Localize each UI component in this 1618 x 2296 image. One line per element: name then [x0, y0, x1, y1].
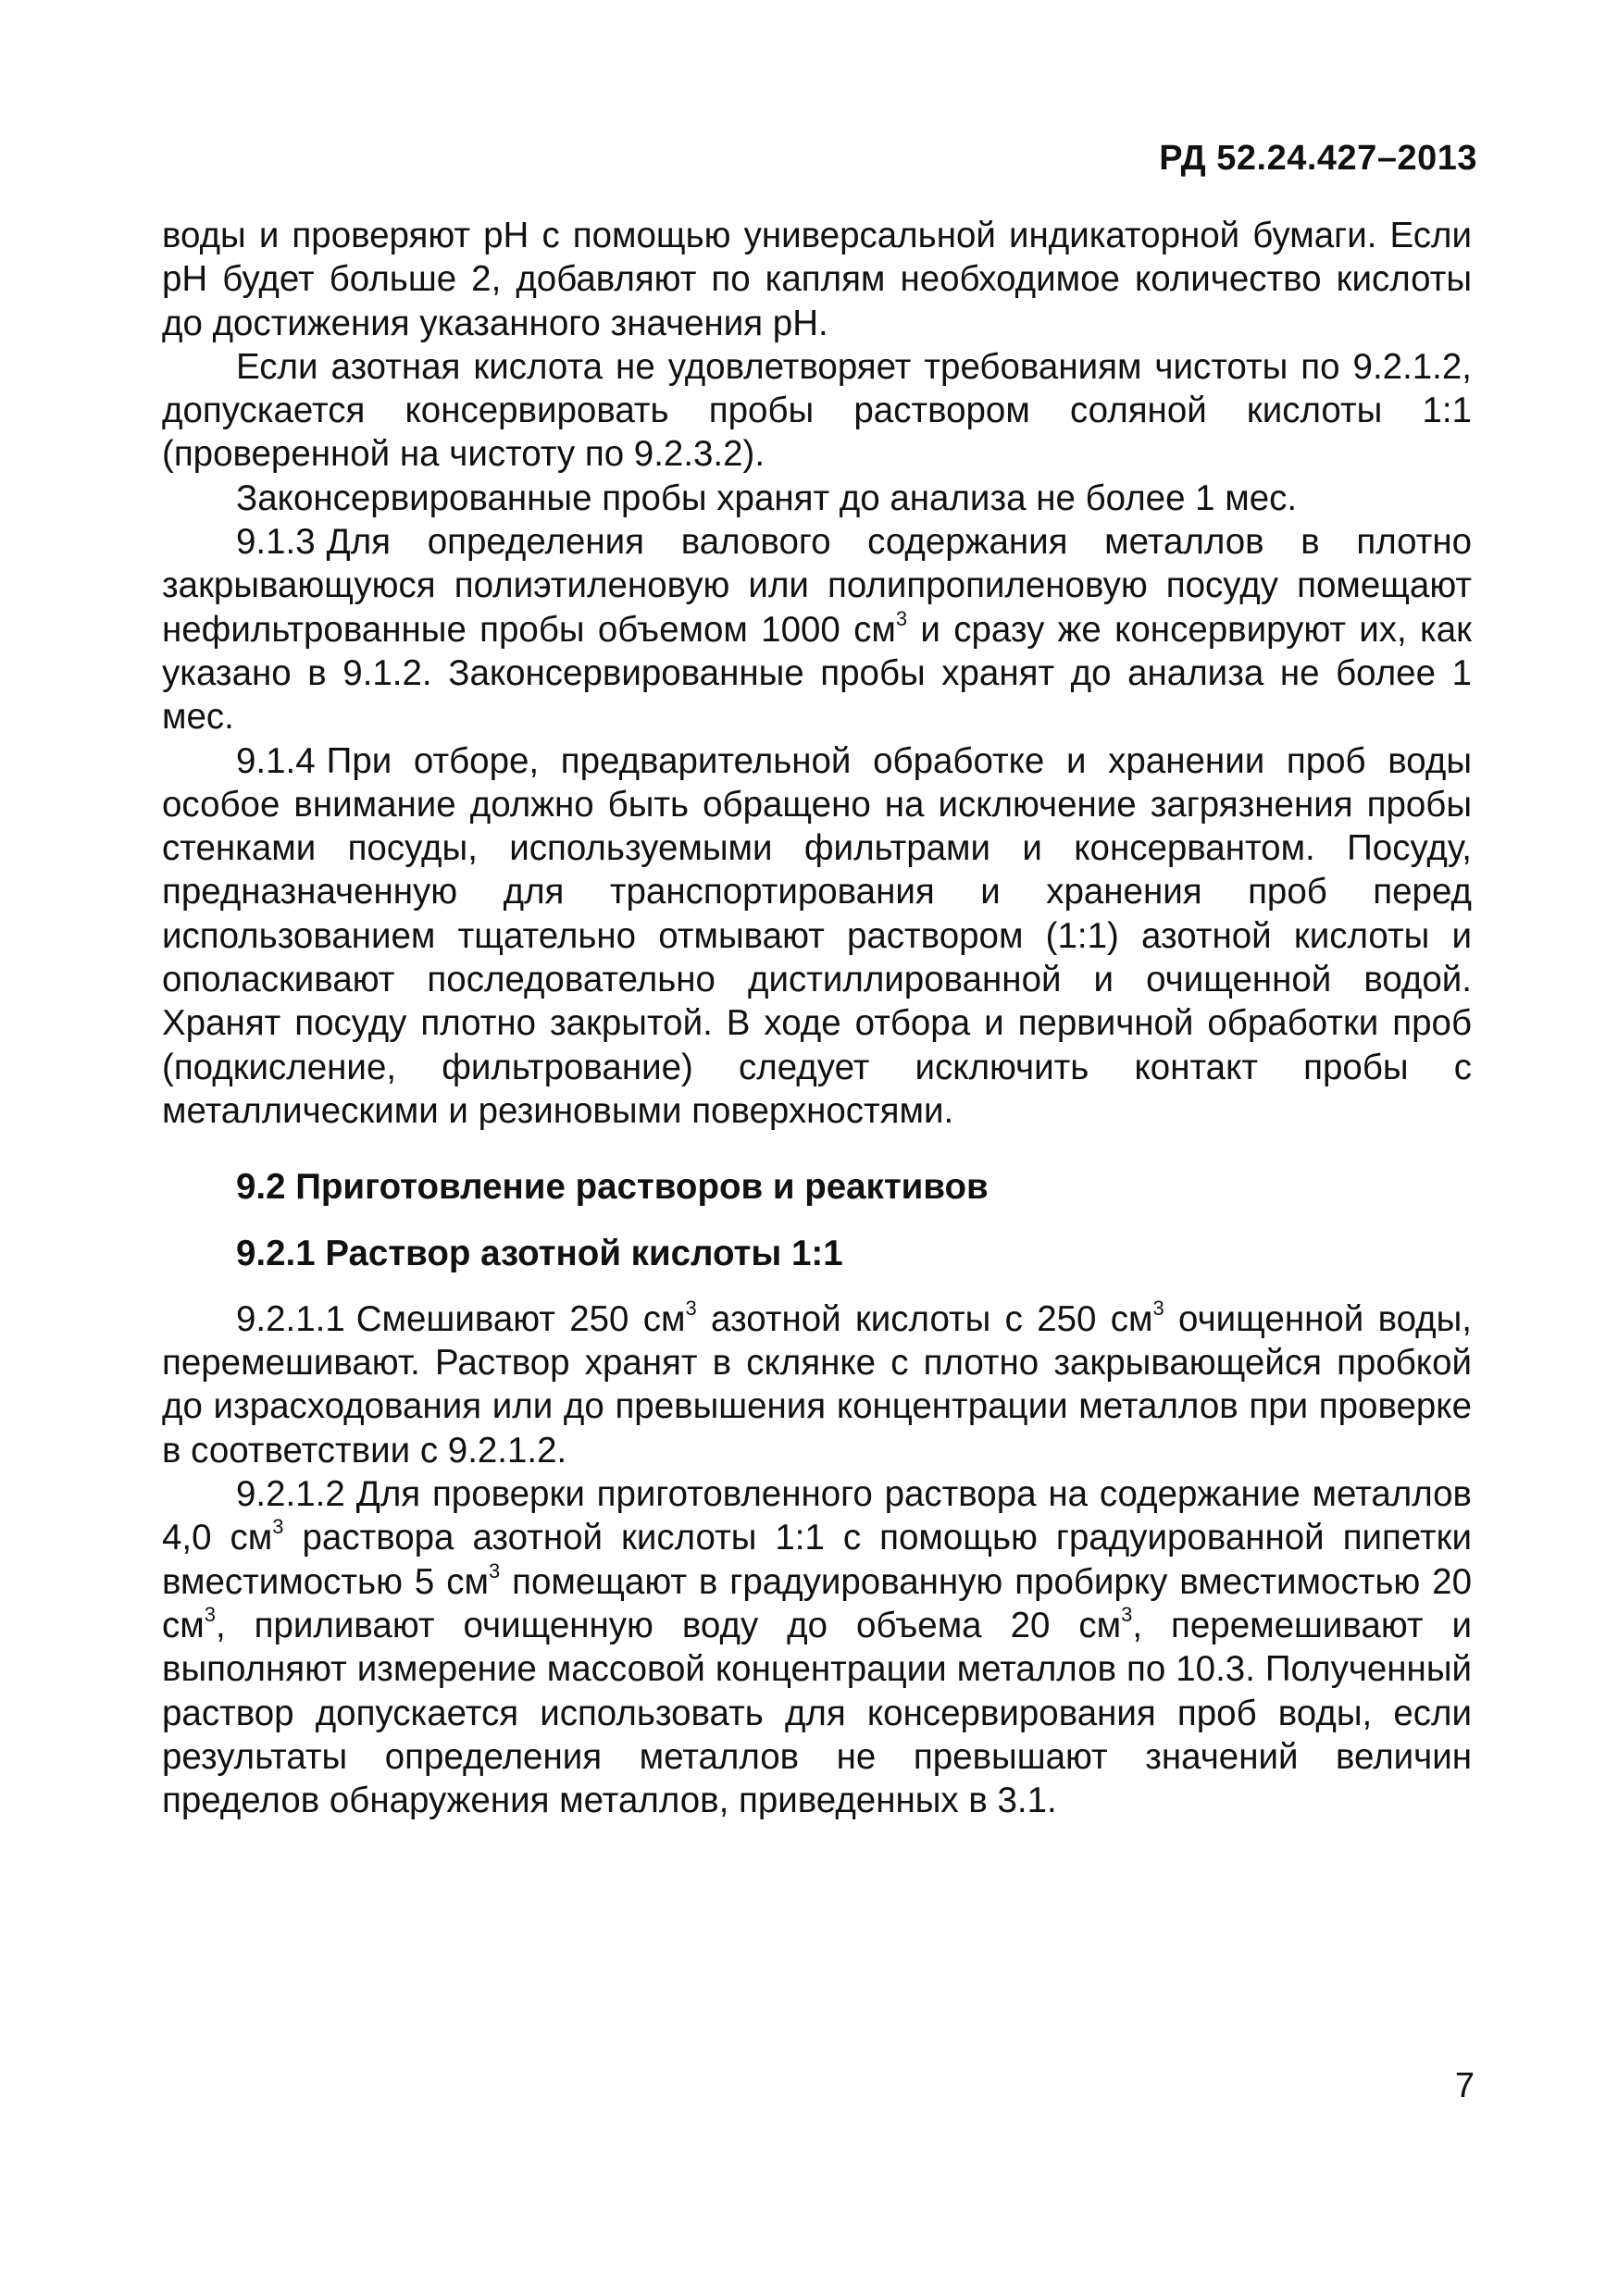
superscript: 3 — [1152, 1296, 1164, 1320]
paragraph-text: азотной кислоты с 250 см — [696, 1298, 1153, 1339]
paragraph-9-2-1-2 — [162, 1472, 1472, 1822]
subsection-heading-9-2-1: 9.2.1 Раствор азотной кислоты 1:1 — [236, 1233, 843, 1273]
superscript: 3 — [272, 1515, 284, 1539]
paragraph-text: раствора азотной кислоты 1:1 с помощью градуированной пипетки вместимостью 5 см — [162, 1518, 1473, 1602]
paragraph-storage-term: Законсервированные пробы хранят до анализа не более 1 мес. — [236, 478, 1298, 518]
paragraph-9-1-3 — [162, 520, 1472, 738]
paragraph-text: помещают в градуированную пробирку вместимостью 20 см — [162, 1561, 1472, 1645]
paragraph-text: , перемешивают и выполняют измерение массовой концентрации металлов по 10.3. Полученный раствор допускается использовать для консервирования проб воды, если результаты определения металлов не превышают значений величин пределов обнаружения металлов, приведенных в 3.1. — [162, 1605, 1472, 1821]
superscript: 3 — [685, 1296, 697, 1320]
paragraph-ph-check: воды и проверяют pH с помощью универсальной индикаторной бумаги. Если pH будет больше 2, добавляют по каплям необходимое количество кислоты до достижения указанного значения pH. — [162, 216, 1472, 343]
paragraph-text: очищенной воды, перемешивают. Раствор хранят в склянке с плотно закрывающейся пробкой до израсходования или до превышения концентрации металлов при проверке в соответствии с 9.2.1.2. — [162, 1298, 1472, 1471]
document-code: РД 52.24.427–2013 — [1159, 139, 1477, 178]
clause-number: 9.2.1.1 — [236, 1298, 345, 1339]
superscript: 3 — [488, 1558, 501, 1582]
clause-number: 9.1.4 — [236, 740, 316, 781]
paragraph-text: Для определения валового содержания металлов в плотно закрывающуюся полиэтиленовую или полипропиленовую посуду помещают нефильтрованные пробы объемом 1000 см — [162, 522, 1472, 650]
paragraph-text: и сразу же консервируют их, как указано в 9.1.2. Законсервированные пробы хранят до анализа не более 1 мес. — [162, 609, 1472, 738]
section-heading-9-2: 9.2 Приготовление растворов и реактивов — [236, 1167, 989, 1208]
page-number: 7 — [1454, 2066, 1475, 2105]
superscript: 3 — [895, 606, 908, 630]
paragraph-text: При отборе, предварительной обработке и хранении проб воды особое внимание должно быть обращено на исключение загрязнения пробы стенками посуды, используемыми фильтрами и консервантом. Посуду, предназначенную для транспортирования и хранения проб перед использованием тщательно отмывают раствором (1:1) азотной кислоты и ополаскивают последовательно дистиллированной и очищенной водой. Хранят посуду плотно закрытой. В ходе отбора и первичной обработки проб (подкисление, фильтрование) следует исключить контакт пробы с металлическими и резиновыми поверхностями. — [162, 740, 1472, 1131]
document-body — [162, 214, 1472, 1822]
paragraph-hydrochloric-alternative: Если азотная кислота не удовлетворяет требованиям чистоты по 9.2.1.2, допускается консервировать пробы раствором соляной кислоты 1:1 (проверенной на чистоту по 9.2.3.2). — [162, 346, 1472, 475]
paragraph-text: Смешивают 250 см — [355, 1298, 686, 1339]
paragraph-text: , приливают очищенную воду до объема 20 см — [215, 1605, 1122, 1645]
superscript: 3 — [204, 1602, 216, 1626]
paragraph-9-1-4 — [162, 739, 1472, 1134]
paragraph-9-2-1-1 — [162, 1297, 1472, 1472]
paragraph-text: Для проверки приготовленного раствора на содержание металлов 4,0 см — [162, 1474, 1472, 1558]
clause-number: 9.1.3 — [236, 522, 316, 563]
clause-number: 9.2.1.2 — [236, 1474, 345, 1515]
superscript: 3 — [1121, 1602, 1133, 1626]
